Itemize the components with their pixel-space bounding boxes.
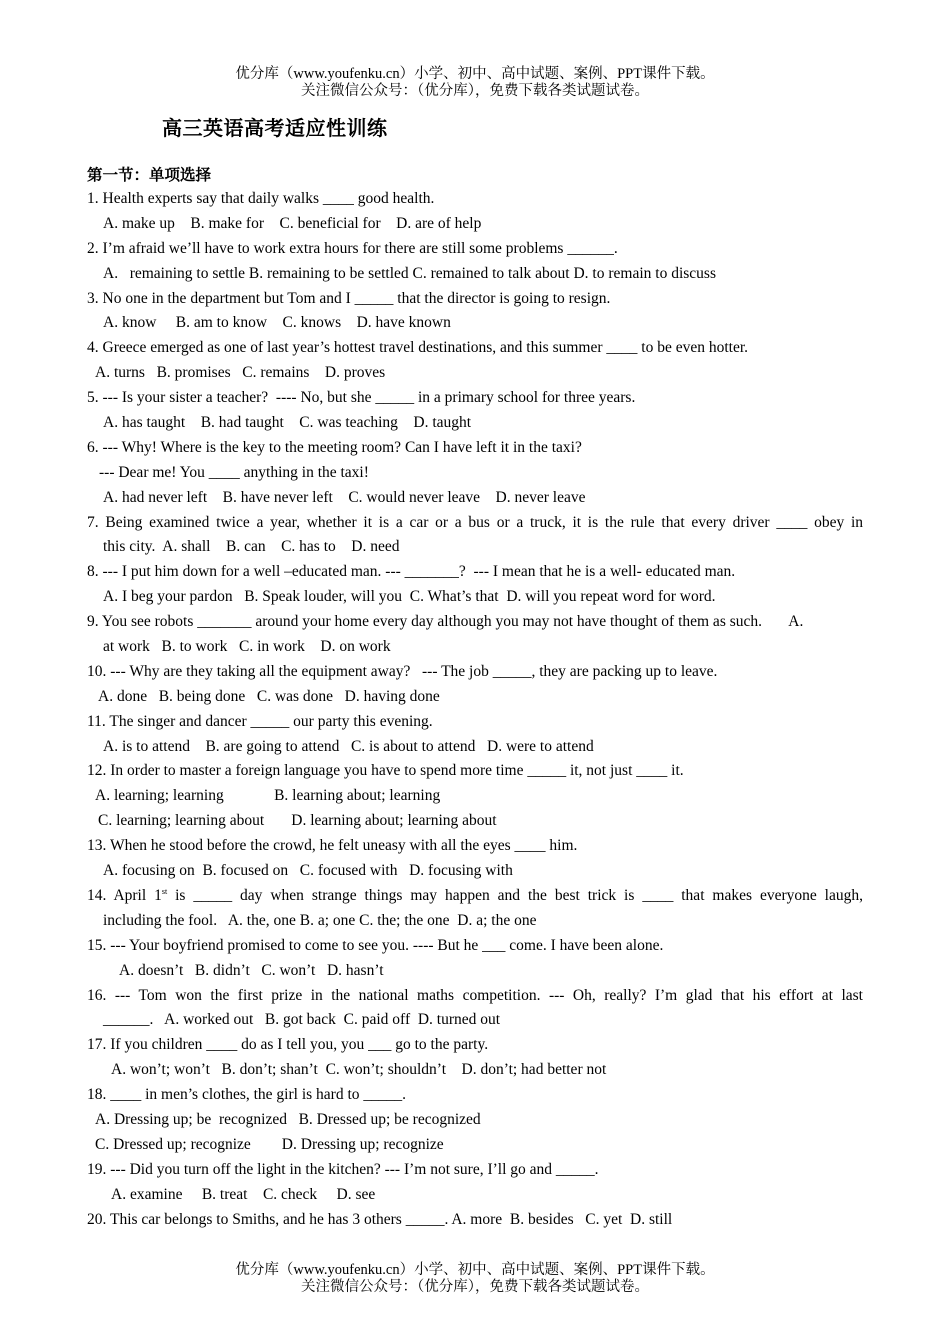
question-7: 7. Being examined twice a year, whether it is a car or a bus or a truck, it is the rule that every driver ____ obey in [87,513,863,531]
question-16: 16. --- Tom won the first prize in the national maths competition. --- Oh, really? I’m glad that his effort at last [87,986,863,1004]
question-17-options: A. won’t; won’t B. don’t; shan’t C. won’t; shouldn’t D. don’t; had better not [111,1061,607,1079]
question-3: 3. No one in the department but Tom and I _____ that the director is going to resign. [87,289,611,307]
question-11: 11. The singer and dancer _____ our party this evening. [87,712,433,730]
header-line-2: 关注微信公众号：（优分库），免费下载各类试题试卷。 [301,83,649,99]
question-4: 4. Greece emerged as one of last year’s hottest travel destinations, and this summer ____ to be even hotter. [87,339,749,357]
question-9: 9. You see robots _______ around your home every day although you may not have thought of them as such. A. [87,613,804,631]
question-15: 15. --- Your boyfriend promised to come to see you. ---- But he ___ come. I have been alone. [87,936,664,954]
page-footer [0,1262,950,1296]
question-8-options: A. I beg your pardon B. Speak louder, will you C. What’s that D. will you repeat word for word. [103,588,716,606]
question-1: 1. Health experts say that daily walks ____ good health. [87,190,435,207]
question-1-options: A. make up B. make for C. beneficial for D. are of help [103,214,482,232]
question-9-options: at work B. to work C. in work D. on work [103,638,391,656]
question-10-options: A. done B. being done C. was done D. having done [98,687,440,705]
question-13: 13. When he stood before the crowd, he felt uneasy with all the eyes ____ him. [87,837,578,855]
question-5: 5. --- Is your sister a teacher? ---- No, but she _____ in a primary school for three years. [87,389,636,407]
question-7-options: this city. A. shall B. can C. has to D. need [103,538,400,556]
question-12-options-cd: C. learning; learning about D. learning about; learning about [98,812,497,830]
question-19: 19. --- Did you turn off the light in the kitchen? --- I’m not sure, I’ll go and _____. [87,1160,599,1178]
question-19-options: A. examine B. treat C. check D. see [111,1185,376,1203]
question-6-response: --- Dear me! You ____ anything in the taxi! [99,463,369,481]
question-17: 17. If you children ____ do as I tell you, you ___ go to the party. [87,1036,489,1054]
question-4-options: A. turns B. promises C. remains D. proves [95,364,386,382]
question-12-options-ab: A. learning; learning B. learning about; learning [95,787,441,805]
question-6-options: A. had never left B. have never left C. would never leave D. never leave [103,488,586,506]
question-18-options-cd: C. Dressed up; recognize D. Dressing up; recognize [95,1135,444,1153]
question-14-rest: is _____ day when strange things may happen and the best trick is ____ that makes everyone laugh, [167,886,863,904]
question-18: 18. ____ in men’s clothes, the girl is hard to _____. [87,1086,407,1104]
page-header [0,66,950,100]
document-title: 高三英语高考适应性训练 [162,116,388,140]
footer-line-2: 关注微信公众号：（优分库），免费下载各类试题试卷。 [301,1279,649,1295]
question-13-options: A. focusing on B. focused on C. focused with D. focusing with [103,862,513,880]
question-12: 12. In order to master a foreign language you have to spend more time _____ it, not just ____ it. [87,762,684,780]
question-8: 8. --- I put him down for a well –educated man. --- _______? --- I mean that he is a well- educated man. [87,563,736,581]
question-14-options: including the fool. A. the, one B. a; one C. the; the one D. a; the one [103,911,537,929]
question-11-options: A. is to attend B. are going to attend C. is about to attend D. were to attend [103,737,594,755]
question-20: 20. This car belongs to Smiths, and he has 3 others _____. A. more B. besides C. yet D. still [87,1210,673,1228]
ordinal-suffix: st [161,886,168,896]
question-10: 10. --- Why are they taking all the equipment away? --- The job _____, they are packing up to leave. [87,662,718,680]
question-14-start: 14. April 1 [87,886,162,904]
question-2-options: A. remaining to settle B. remaining to be settled C. remained to talk about D. to remain to discuss [103,264,716,282]
question-6: 6. --- Why! Where is the key to the meeting room? Can I have left it in the taxi? [87,438,582,456]
question-16-options: ______. A. worked out B. got back C. paid off D. turned out [103,1011,501,1029]
section-title: 第一节：单项选择 [87,166,212,184]
question-2: 2. I’m afraid we’ll have to work extra hours for there are still some problems ______. [87,239,618,257]
header-line-1: 优分库（www.youfenku.cn）小学、初中、高中试题、案例、PPT课件下载。 [235,66,715,82]
question-5-options: A. has taught B. had taught C. was teaching D. taught [103,414,472,432]
footer-line-1: 优分库（www.youfenku.cn）小学、初中、高中试题、案例、PPT课件下载。 [235,1262,715,1278]
question-18-options-ab: A. Dressing up; be recognized B. Dressed up; be recognized [95,1110,481,1128]
question-14 [87,884,863,909]
question-15-options: A. doesn’t B. didn’t C. won’t D. hasn’t [119,961,384,979]
question-3-options: A. know B. am to know C. knows D. have known [103,314,451,332]
question-list [87,187,863,1232]
